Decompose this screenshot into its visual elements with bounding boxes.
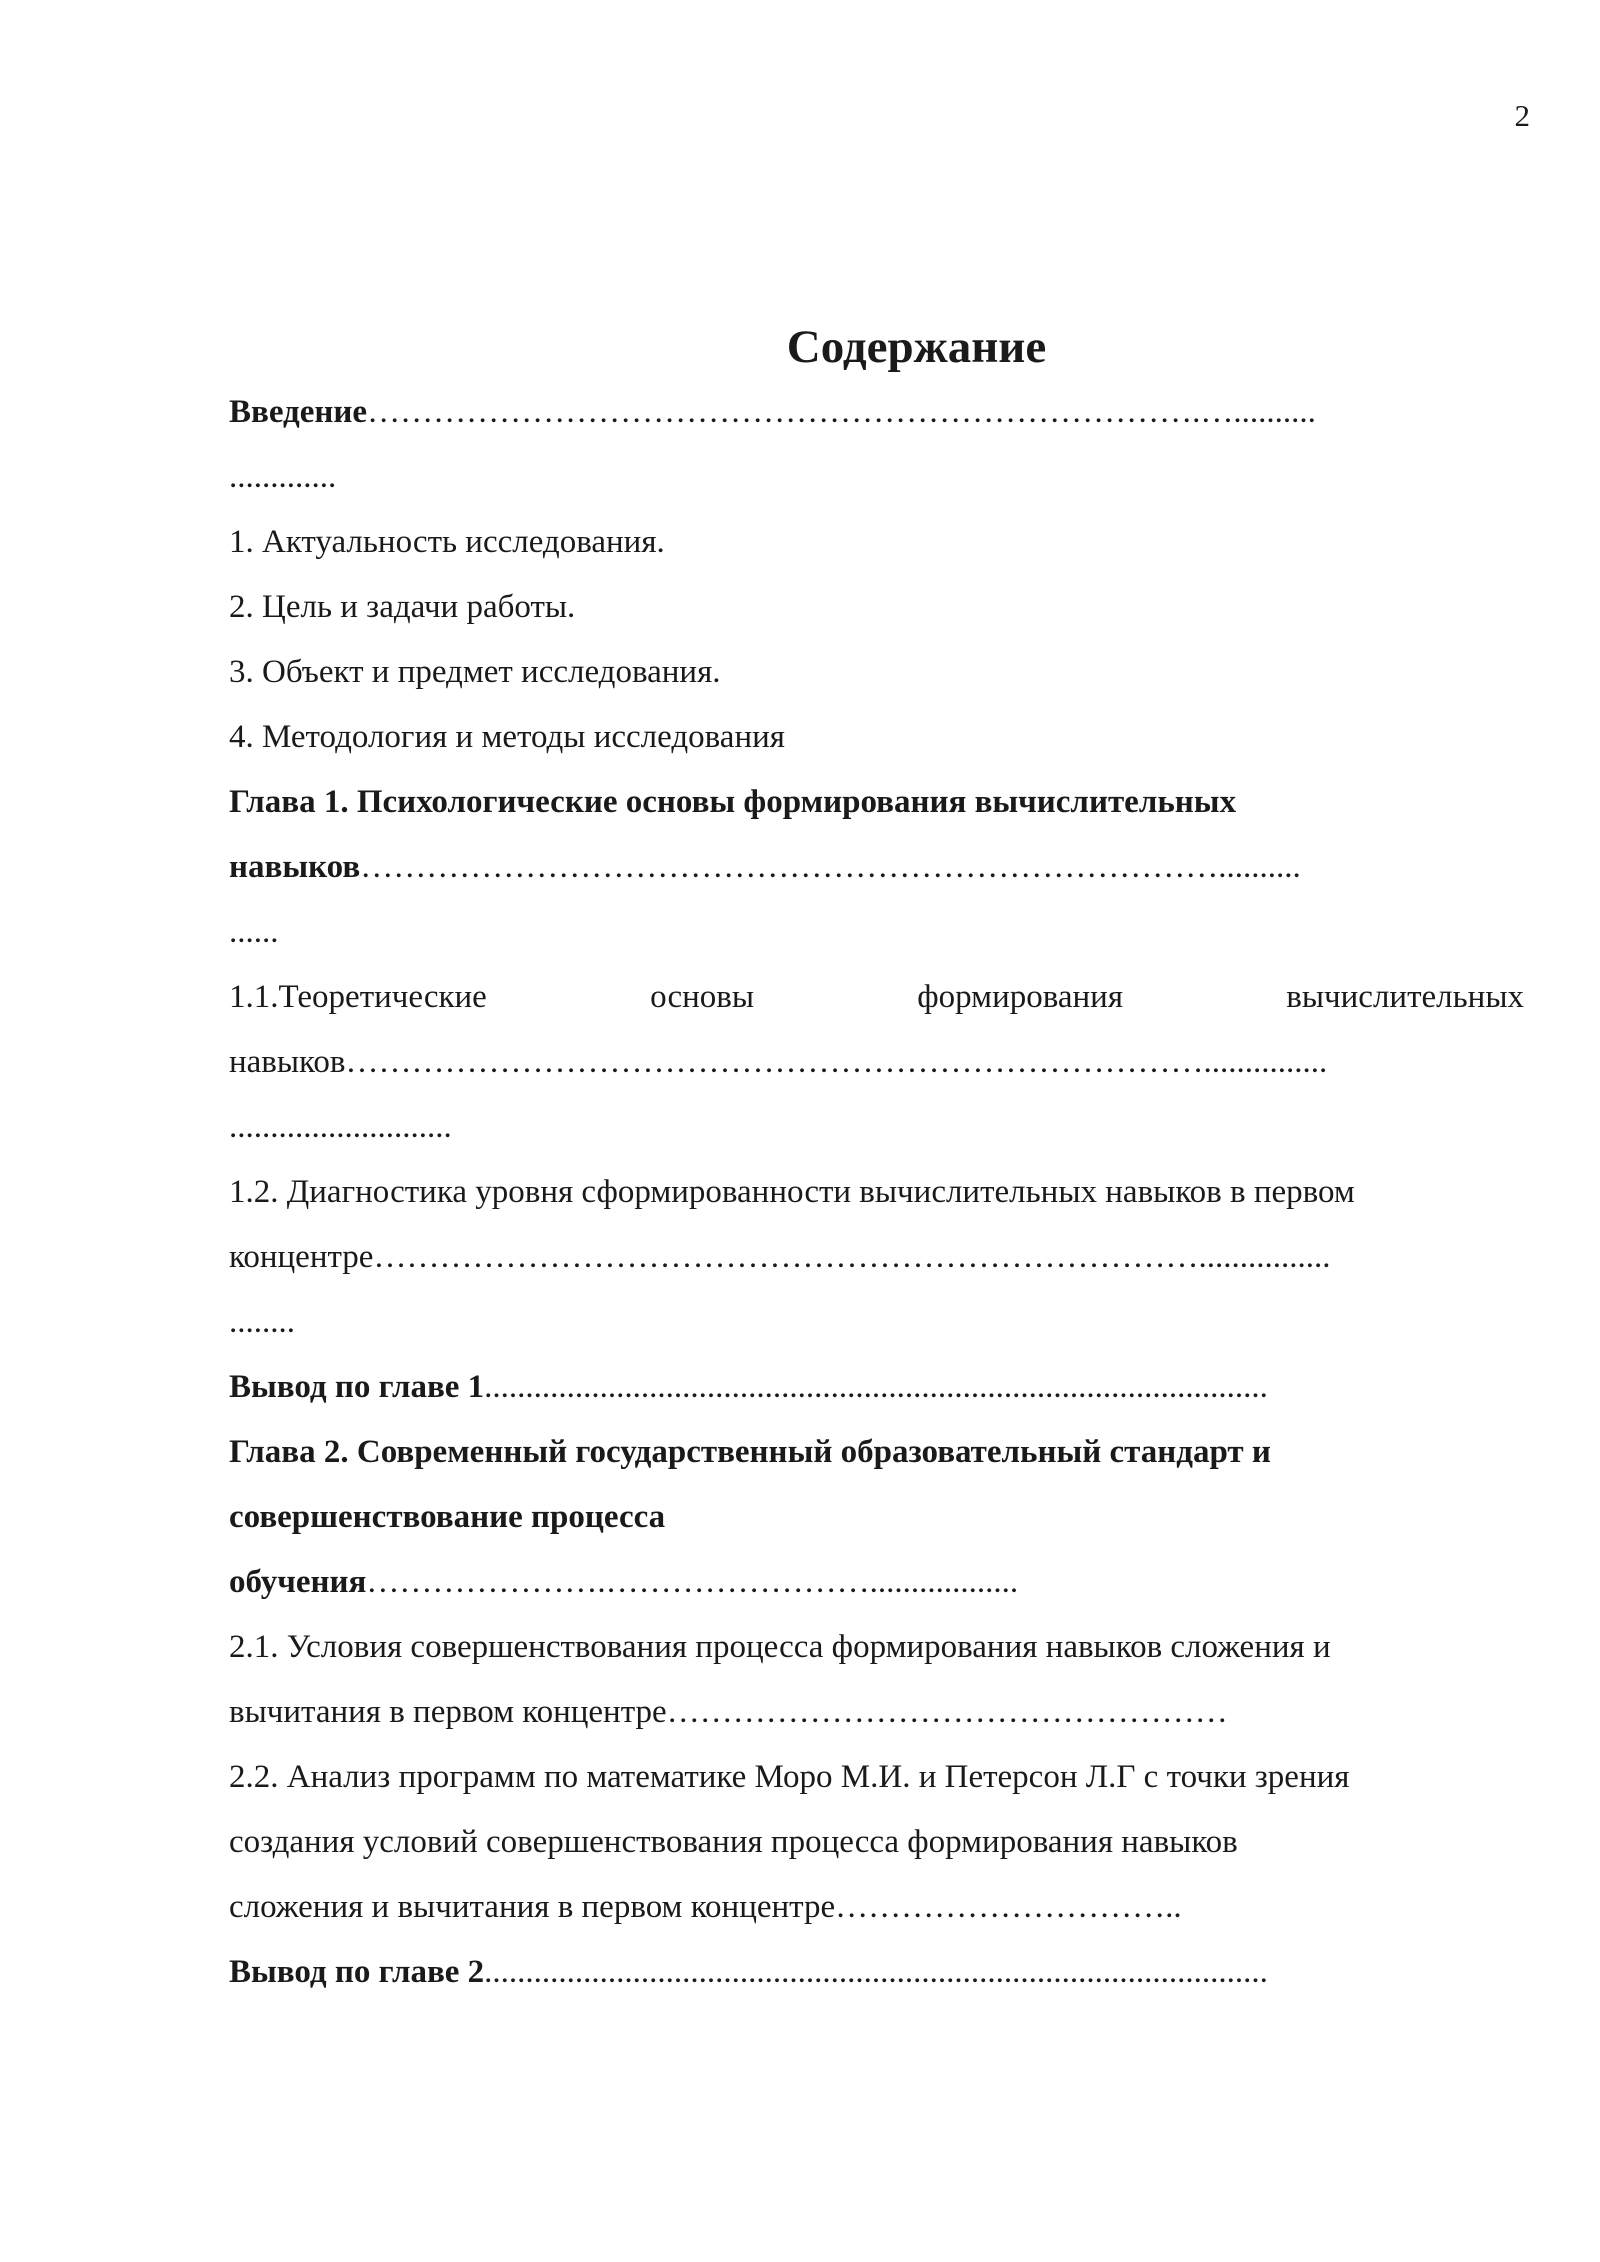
toc-entry-conclusion-2 (229, 1940, 1524, 2005)
section-1-1-word: вычислительных (1286, 979, 1524, 1015)
section-1-1-word: основы (650, 979, 755, 1015)
leader-dots: ............................................................................................... (484, 1954, 1268, 1990)
section-2-1-heading: 2.1. Условия совершенствования процесса формирования навыков сложения и (229, 1629, 1331, 1665)
leader-dots: ………………….…………………….................. (366, 1564, 1019, 1600)
toc-entry-intro-item: 1. Актуальность исследования. (229, 524, 665, 560)
leader-dots: …………………………………………………………………................ (373, 1239, 1331, 1275)
conclusion-1-heading: Вывод по главе 1 (229, 1369, 485, 1405)
section-1-1-heading-cont: навыков (229, 1044, 346, 1080)
chapter-1-heading-cont: навыков (229, 849, 361, 885)
introduction-heading: Введение (229, 394, 368, 430)
leader-dots: …………………………………………………………………….......... (360, 849, 1301, 885)
leader-dots: ……………………………………………………………………............... (345, 1044, 1328, 1080)
leader-dots-continuation: ........................... (229, 1109, 452, 1145)
toc-entry-intro-item: 3. Объект и предмет исследования. (229, 654, 721, 690)
section-1-1-word: формирования (917, 979, 1124, 1015)
toc-entry-section-1-1 (229, 1030, 1524, 1095)
leader-dots-continuation: ...... (229, 914, 279, 950)
toc-entry-intro-item: 4. Методология и методы исследования (229, 719, 785, 755)
leader-dots-continuation: ........ (229, 1304, 295, 1340)
conclusion-2-heading: Вывод по главе 2 (229, 1954, 485, 1990)
section-1-1-word: 1.1.Теоретические (229, 979, 487, 1015)
leader-dots: ............................................................................................... (484, 1369, 1268, 1405)
leader-dots: ………………………….. (835, 1889, 1182, 1925)
toc-entry-section-1-2 (229, 1225, 1524, 1290)
chapter-2-heading: Глава 2. Современный государственный образовательный стандарт и (229, 1434, 1271, 1470)
section-2-1-heading-cont: вычитания в первом концентре (229, 1694, 667, 1730)
toc-entry-chapter-2 (229, 1550, 1524, 1615)
section-2-2-heading: 2.2. Анализ программ по математике Моро М.И. и Петерсон Л.Г с точки зрения (229, 1759, 1350, 1795)
toc-entry-section-2-2 (229, 1875, 1524, 1940)
section-1-2-heading: 1.2. Диагностика уровня сформированности вычислительных навыков в первом (229, 1174, 1355, 1210)
toc-entry-chapter-1 (229, 835, 1524, 900)
toc-entry-conclusion-1 (229, 1355, 1524, 1420)
chapter-1-heading: Глава 1. Психологические основы формирования вычислительных (229, 784, 1237, 820)
leader-dots: …………………………………………… (666, 1694, 1228, 1730)
toc-entry-section-2-1 (229, 1680, 1524, 1745)
chapter-2-heading-cont: совершенствование процесса (229, 1499, 666, 1535)
toc-entry-intro-item: 2. Цель и задачи работы. (229, 589, 576, 625)
section-1-1-heading (229, 965, 1524, 1030)
leader-dots: ………………………………………………………………….….......... (367, 394, 1316, 430)
chapter-2-heading-end: обучения (229, 1564, 367, 1600)
section-2-2-heading-cont: создания условий совершенствования процесса формирования навыков (229, 1824, 1238, 1860)
toc-entry-introduction (229, 380, 1524, 445)
table-of-contents (229, 315, 1524, 2005)
page-number: 2 (1514, 98, 1530, 133)
toc-title: Содержание (786, 321, 1047, 373)
section-1-2-heading-cont: концентре (229, 1239, 374, 1275)
leader-dots-continuation: ............. (229, 459, 337, 495)
section-2-2-heading-end: сложения и вычитания в первом концентре (229, 1889, 836, 1925)
